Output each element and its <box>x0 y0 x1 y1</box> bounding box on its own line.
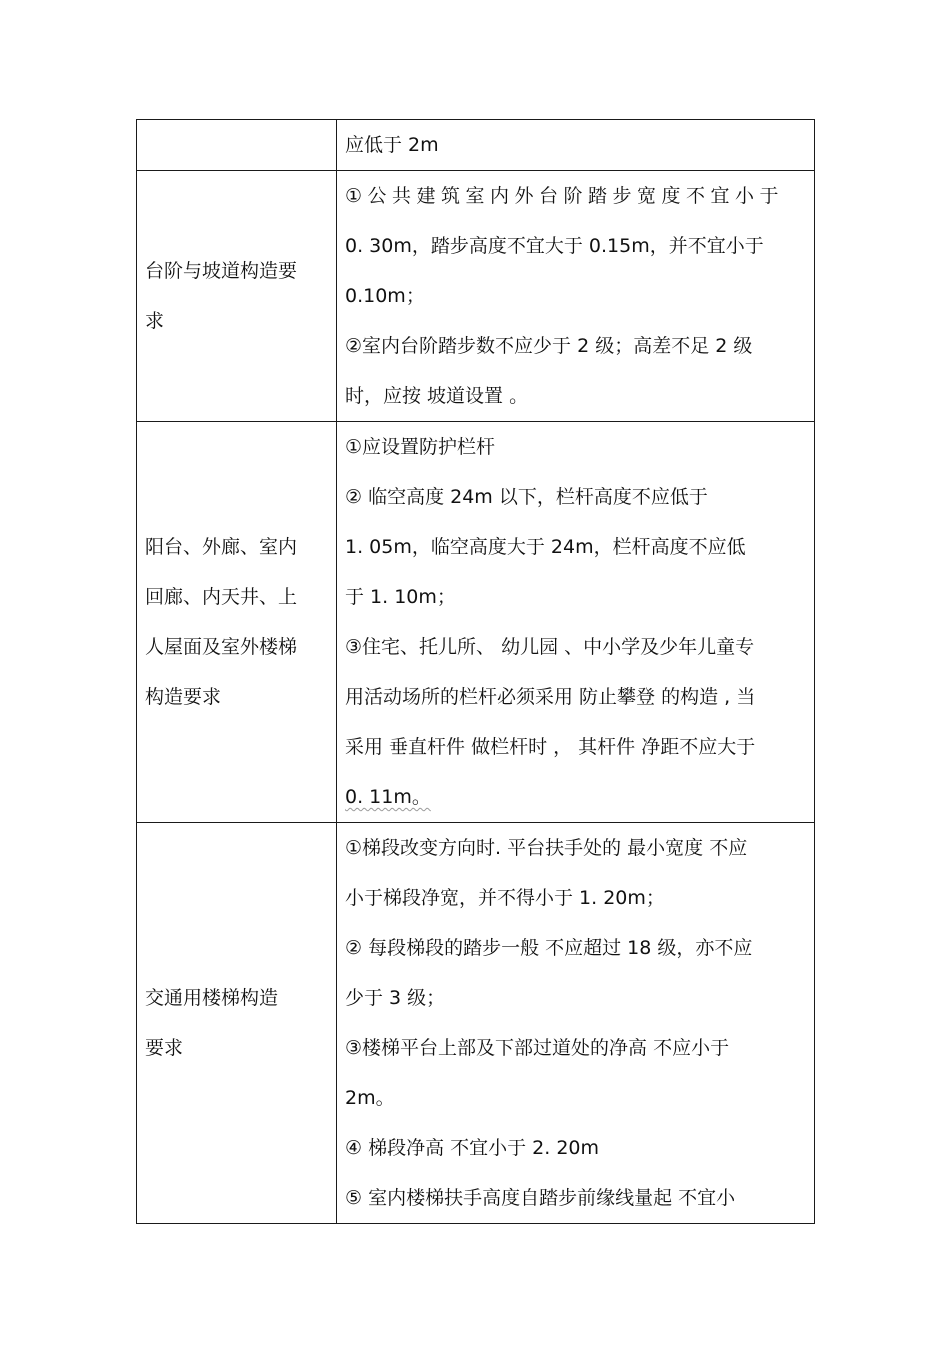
content-line: ②室内台阶踏步数不应少于 2 级；高差不足 2 级 <box>345 335 753 357</box>
content-line: 用活动场所的栏杆必须采用 防止攀登 的构造 , 当 <box>345 686 756 708</box>
row-label-cell <box>137 171 337 422</box>
content-line: ⑤ 室内楼梯扶手高度自踏步前缘线量起 不宜小 <box>345 1187 736 1209</box>
row-content-cell <box>337 171 815 422</box>
content-line: ①梯段改变方向时. 平台扶手处的 最小宽度 不应 <box>345 837 748 859</box>
content-line: ③楼梯平台上部及下部过道处的净高 不应小于 <box>345 1037 730 1059</box>
content-line: 0.10m； <box>345 285 425 307</box>
content-line: ①应设置防护栏杆 <box>345 436 496 458</box>
content-line: ② 每段梯段的踏步一般 不应超过 18 级，亦不应 <box>345 937 753 959</box>
row-label-cell <box>137 422 337 823</box>
row-label-text: 要求 <box>145 1037 184 1059</box>
content-line: 2m。 <box>345 1087 395 1109</box>
table-row <box>137 823 815 1224</box>
content-line: 0. 11m。 <box>345 786 431 808</box>
table-row <box>137 120 815 171</box>
content-line: 采用 垂直杆件 做栏杆时 ， 其杆件 净距不应大于 <box>345 736 756 758</box>
content-line: 小于梯段净宽，并不得小于 1. 20m； <box>345 887 665 909</box>
content-line: 0. 30m，踏步高度不宜大于 0.15m，并不宜小于 <box>345 235 764 257</box>
row-label-text: 台阶与坡道构造要 <box>145 260 298 282</box>
table-row <box>137 422 815 823</box>
row-label-text: 阳台、外廊、室内 <box>145 536 298 558</box>
row-content-cell <box>337 120 815 171</box>
row-content-cell <box>337 422 815 823</box>
content-line: 应低于 2m <box>345 134 439 156</box>
content-line: ② 临空高度 24m 以下，栏杆高度不应低于 <box>345 486 708 508</box>
table-row <box>137 171 815 422</box>
row-label-text: 交通用楼梯构造 <box>145 987 279 1009</box>
content-line: 于 1. 10m； <box>345 586 456 608</box>
content-line: ④ 梯段净高 不宜小于 2. 20m <box>345 1137 600 1159</box>
content-line: 时，应按 坡道设置 。 <box>345 385 529 407</box>
content-line: ③住宅、托儿所、 幼儿园 、中小学及少年儿童专 <box>345 636 755 658</box>
row-label-text: 构造要求 <box>145 686 222 708</box>
row-label-cell <box>137 120 337 171</box>
row-label-text: 人屋面及室外楼梯 <box>145 636 298 658</box>
row-label-text: 求 <box>145 310 165 332</box>
content-line: ①公共建筑室内外台阶踏步宽度不宜小于 <box>345 185 785 207</box>
building-spec-table <box>136 119 815 1224</box>
content-line: 1. 05m，临空高度大于 24m，栏杆高度不应低 <box>345 536 746 558</box>
row-label-text: 回廊、内天井、上 <box>145 586 298 608</box>
content-line: 少于 3 级； <box>345 987 446 1009</box>
row-label-cell <box>137 823 337 1224</box>
row-content-cell <box>337 823 815 1224</box>
row-label-text <box>145 120 328 170</box>
